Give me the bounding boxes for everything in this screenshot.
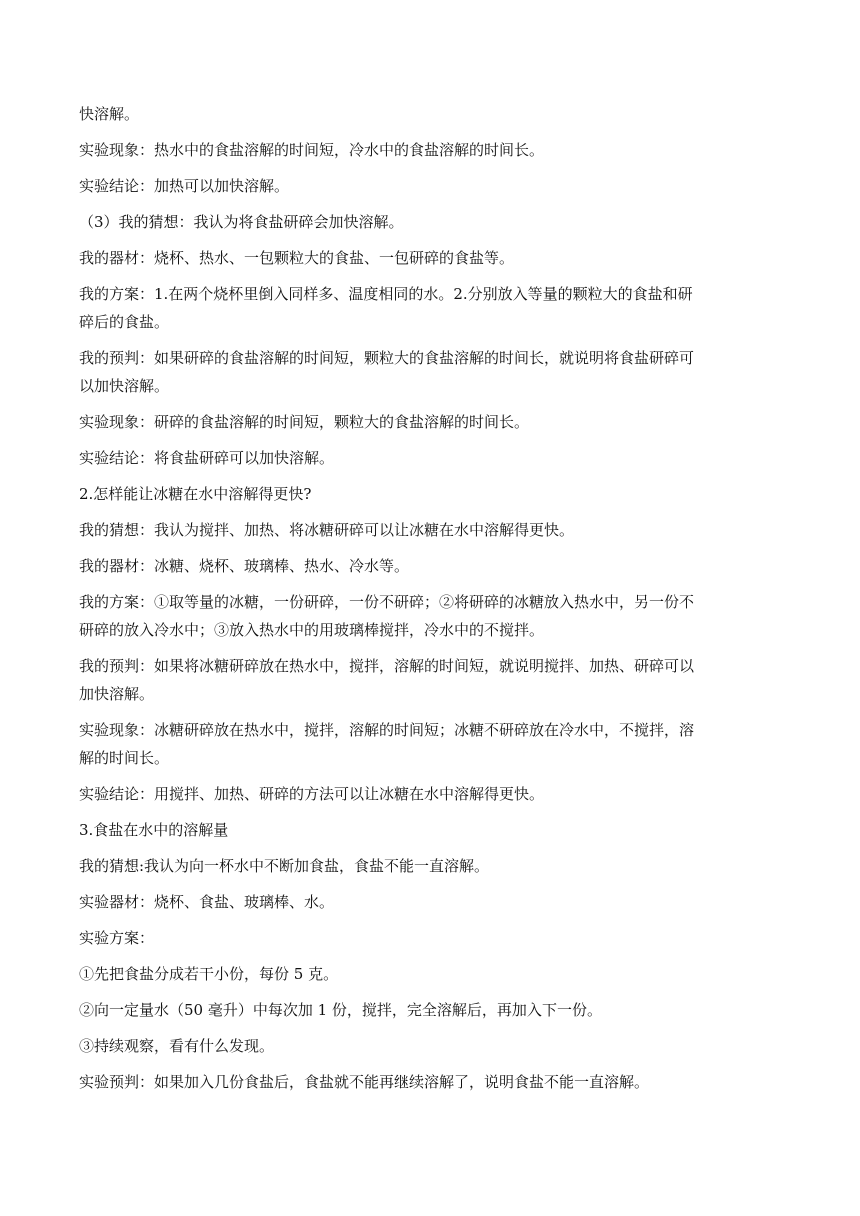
section-heading: 2.怎样能让冰糖在水中溶解得更快? [79, 485, 312, 503]
text-line: 我的预判：如果将冰糖研碎放在热水中，搅拌，溶解的时间短，就说明搅拌、加热、研碎可以 [79, 657, 695, 675]
text-line: 实验现象：研碎的食盐溶解的时间短，颗粒大的食盐溶解的时间长。 [79, 413, 530, 431]
section-heading: 3.食盐在水中的溶解量 [79, 821, 229, 839]
text-line: 我的猜想:我认为向一杯水中不断加食盐，食盐不能一直溶解。 [79, 857, 490, 875]
text-line: ②向一定量水（50 毫升）中每次加 1 份，搅拌，完全溶解后，再加入下一份。 [79, 1001, 602, 1019]
text-line: 研碎的放入冷水中；③放入热水中的用玻璃棒搅拌，冷水中的不搅拌。 [79, 621, 545, 639]
text-line: 我的预判：如果研碎的食盐溶解的时间短，颗粒大的食盐溶解的时间长，就说明将食盐研碎可 [79, 349, 695, 367]
text-line: 我的猜想：我认为搅拌、加热、将冰糖研碎可以让冰糖在水中溶解得更快。 [79, 521, 575, 539]
text-line: 实验现象：热水中的食盐溶解的时间短，冷水中的食盐溶解的时间长。 [79, 141, 545, 159]
text-line: 加快溶解。 [79, 685, 155, 703]
text-line: 我的方案：1.在两个烧杯里倒入同样多、温度相同的水。2.分别放入等量的颗粒大的食盐和研 [79, 285, 693, 303]
text-line: 我的器材：冰糖、烧杯、玻璃棒、热水、冷水等。 [79, 557, 410, 575]
text-line: 实验器材：烧杯、食盐、玻璃棒、水。 [79, 893, 335, 911]
text-line: ③持续观察，看有什么发现。 [79, 1037, 275, 1055]
text-line: （3）我的猜想：我认为将食盐研碎会加快溶解。 [79, 213, 404, 231]
text-line: 解的时间长。 [79, 749, 170, 767]
document-page [79, 104, 785, 1092]
text-line: 碎后的食盐。 [79, 313, 170, 331]
text-line: 实验结论：将食盐研碎可以加快溶解。 [79, 449, 335, 467]
text-line: 实验预判：如果加入几份食盐后，食盐就不能再继续溶解了，说明食盐不能一直溶解。 [79, 1073, 650, 1091]
text-line: 实验现象：冰糖研碎放在热水中，搅拌，溶解的时间短；冰糖不研碎放在冷水中，不搅拌，溶 [79, 721, 695, 739]
text-line: 实验结论：用搅拌、加热、研碎的方法可以让冰糖在水中溶解得更快。 [79, 785, 545, 803]
text-line: 以加快溶解。 [79, 377, 170, 395]
text-line: 我的器材：烧杯、热水、一包颗粒大的食盐、一包研碎的食盐等。 [79, 249, 515, 267]
text-line: 实验方案： [79, 929, 155, 947]
text-line: 我的方案：①取等量的冰糖，一份研碎，一份不研碎；②将研碎的冰糖放入热水中，另一份不 [79, 593, 695, 611]
text-line: 实验结论：加热可以加快溶解。 [79, 177, 290, 195]
text-line: 快溶解。 [79, 105, 140, 123]
text-line: ①先把食盐分成若干小份，每份 5 克。 [79, 965, 339, 983]
